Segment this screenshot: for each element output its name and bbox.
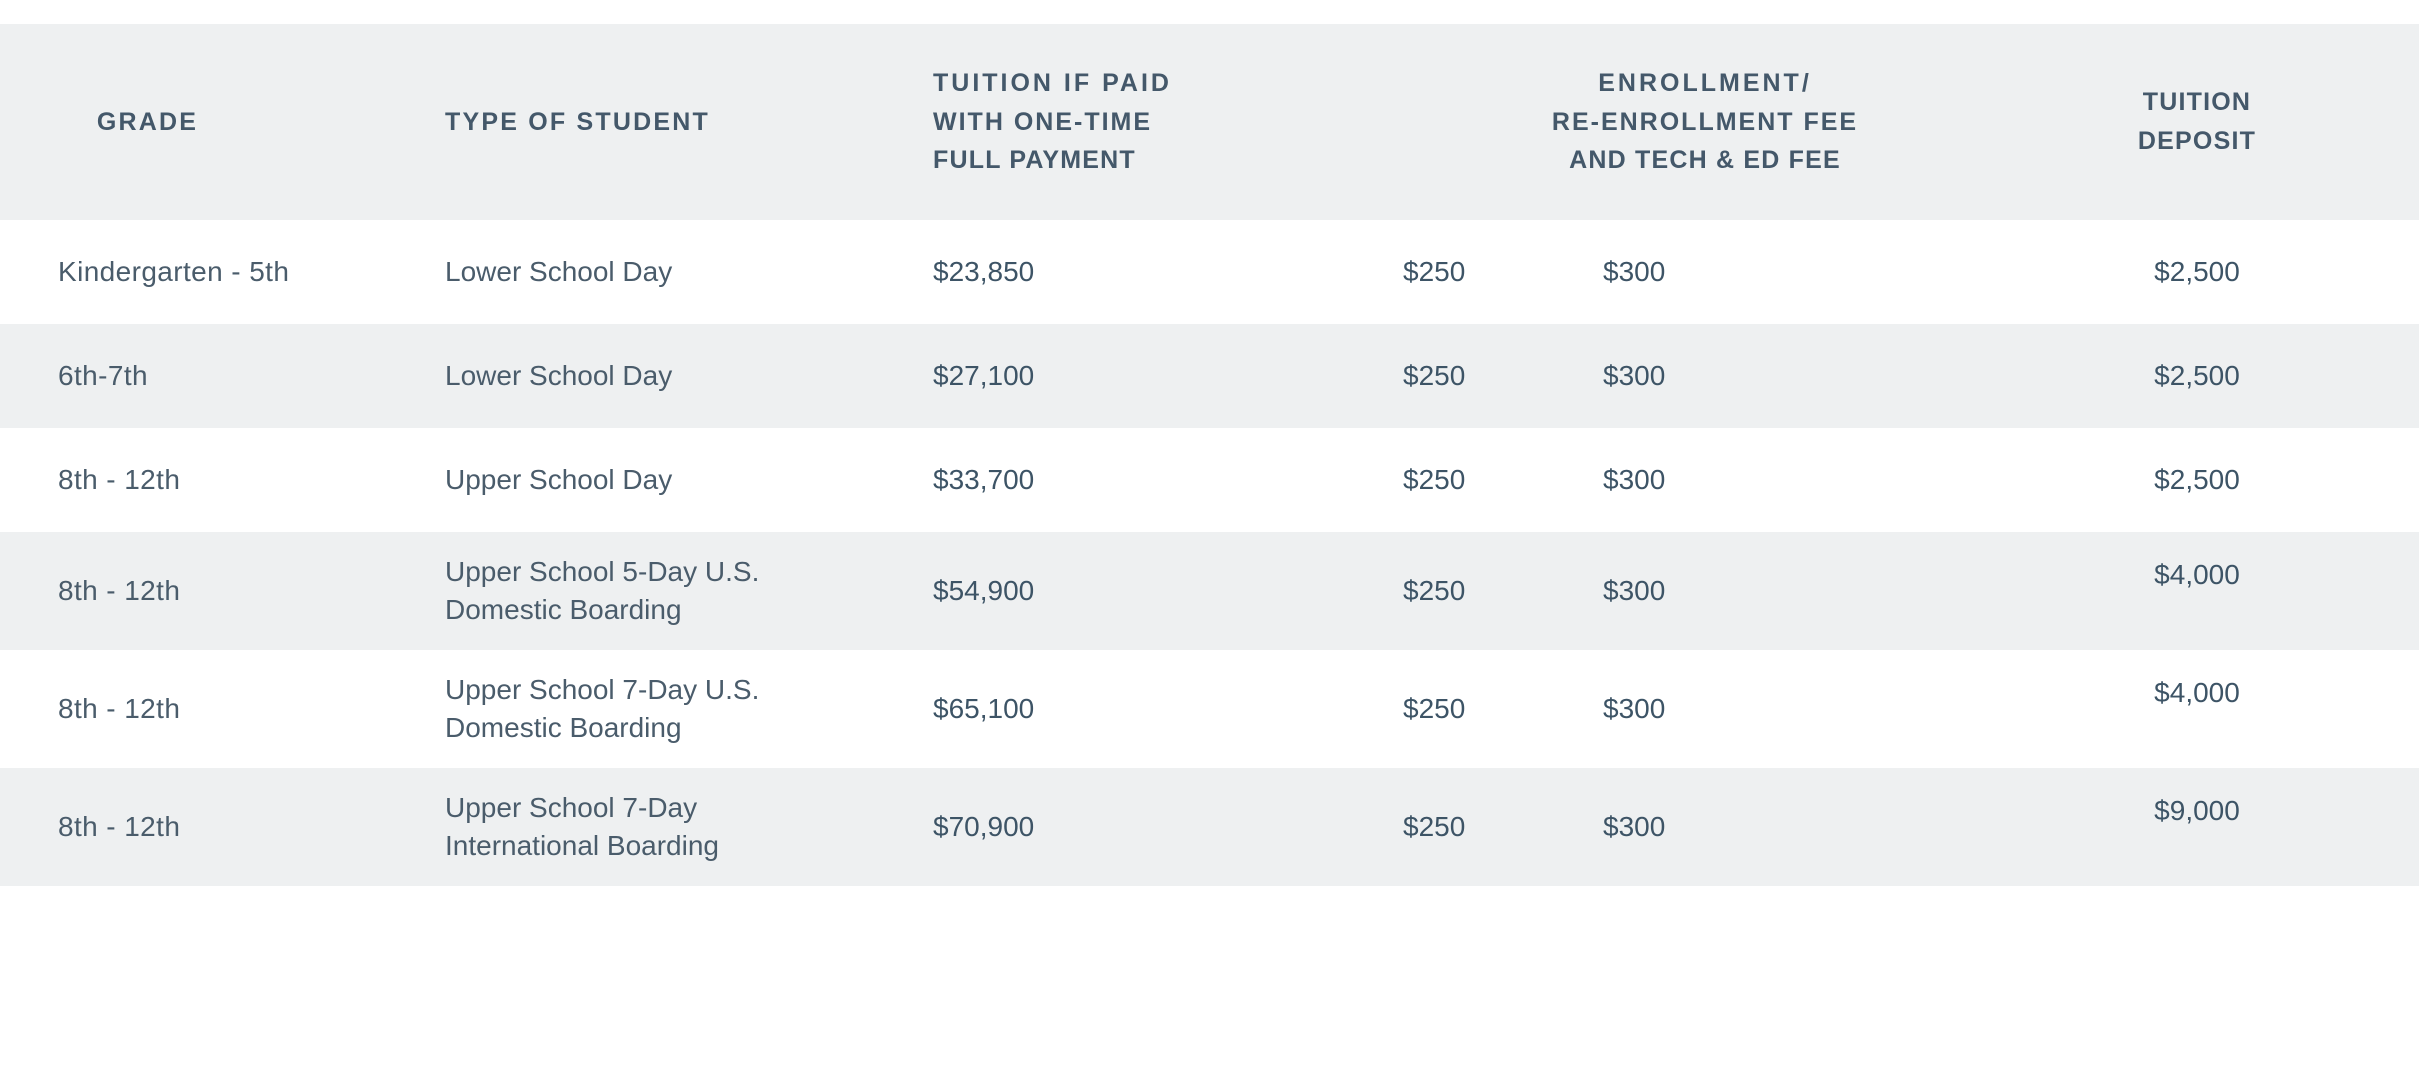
- cell-tech-ed-fee: $300: [1595, 324, 2015, 428]
- column-header-tuition-deposit: [2015, 24, 2419, 220]
- cell-tuition-deposit: $2,500: [2015, 324, 2419, 428]
- column-header-tuition-full-payment: [895, 24, 1395, 220]
- cell-type-of-student: [415, 532, 895, 650]
- table-header: [0, 24, 2419, 220]
- table-row: [0, 324, 2419, 428]
- cell-type-line1: Upper School Day: [445, 464, 673, 496]
- cell-tuition-deposit: [2015, 768, 2419, 886]
- cell-enrollment-fee: $250: [1395, 650, 1595, 768]
- cell-tuition: $65,100: [895, 650, 1395, 768]
- cell-enrollment-fee: $250: [1395, 428, 1595, 532]
- column-header-tuition-line3: FULL PAYMENT: [933, 146, 1136, 175]
- cell-grade: 8th - 12th: [0, 650, 415, 768]
- cell-tuition-deposit-value: $4,000: [2154, 559, 2240, 591]
- cell-type-of-student: [415, 428, 895, 532]
- cell-type-line1: Upper School 5-Day U.S.: [445, 556, 760, 588]
- cell-tuition-deposit: $2,500: [2015, 220, 2419, 324]
- cell-grade: 8th - 12th: [0, 532, 415, 650]
- cell-type-line1: Upper School 7-Day: [445, 792, 698, 824]
- cell-enrollment-fee: $250: [1395, 324, 1595, 428]
- cell-tuition: $54,900: [895, 532, 1395, 650]
- tuition-table: [0, 24, 2419, 886]
- cell-grade: 8th - 12th: [0, 428, 415, 532]
- cell-tuition-deposit: [2015, 650, 2419, 768]
- cell-type-line1: Lower School Day: [445, 360, 673, 392]
- column-header-tuition-line2: WITH ONE-TIME: [933, 107, 1153, 136]
- cell-tuition-deposit-value: $9,000: [2154, 795, 2240, 827]
- cell-type-line1: Lower School Day: [445, 256, 673, 288]
- cell-grade: 8th - 12th: [0, 768, 415, 886]
- cell-type-line1: Upper School 7-Day U.S.: [445, 674, 760, 706]
- cell-tech-ed-fee: $300: [1595, 768, 2015, 886]
- column-header-deposit-line1: TUITION: [2142, 88, 2252, 117]
- table-header-row: [0, 24, 2419, 220]
- cell-type-of-student: [415, 324, 895, 428]
- cell-tuition: $27,100: [895, 324, 1395, 428]
- cell-enrollment-fee: $250: [1395, 220, 1595, 324]
- tuition-table-page: [0, 24, 2419, 1080]
- cell-tuition-deposit-value: $4,000: [2154, 677, 2240, 709]
- cell-tech-ed-fee: $300: [1595, 428, 2015, 532]
- cell-tech-ed-fee: $300: [1595, 532, 2015, 650]
- cell-enrollment-fee: $250: [1395, 532, 1595, 650]
- cell-tech-ed-fee: $300: [1595, 650, 2015, 768]
- cell-tech-ed-fee: $300: [1595, 220, 2015, 324]
- cell-type-of-student: [415, 768, 895, 886]
- table-row: [0, 768, 2419, 886]
- cell-type-line2: Domestic Boarding: [445, 712, 682, 743]
- cell-type-of-student: [415, 220, 895, 324]
- cell-tuition: $23,850: [895, 220, 1395, 324]
- column-header-fees-line1: ENROLLMENT/: [1598, 68, 1812, 97]
- column-header-grade: GRADE: [0, 24, 415, 220]
- column-header-fees-line3: AND TECH & ED FEE: [1569, 146, 1841, 175]
- cell-tuition-deposit: $2,500: [2015, 428, 2419, 532]
- table-row: [0, 428, 2419, 532]
- column-header-deposit-line2: DEPOSIT: [2137, 127, 2257, 155]
- cell-grade: 6th-7th: [0, 324, 415, 428]
- cell-type-line2: International Boarding: [445, 830, 719, 861]
- table-body: [0, 220, 2419, 886]
- column-header-type-of-student: TYPE OF STUDENT: [415, 24, 895, 220]
- table-row: [0, 650, 2419, 768]
- column-header-fees-line2: RE-ENROLLMENT FEE: [1551, 107, 1859, 136]
- cell-grade: Kindergarten - 5th: [0, 220, 415, 324]
- cell-tuition: $70,900: [895, 768, 1395, 886]
- cell-tuition-deposit: [2015, 532, 2419, 650]
- column-header-tuition-line1: TUITION IF PAID: [933, 68, 1172, 97]
- table-row: [0, 220, 2419, 324]
- cell-tuition: $33,700: [895, 428, 1395, 532]
- column-header-fees: [1395, 24, 2015, 220]
- cell-type-of-student: [415, 650, 895, 768]
- table-row: [0, 532, 2419, 650]
- cell-enrollment-fee: $250: [1395, 768, 1595, 886]
- cell-type-line2: Domestic Boarding: [445, 594, 682, 625]
